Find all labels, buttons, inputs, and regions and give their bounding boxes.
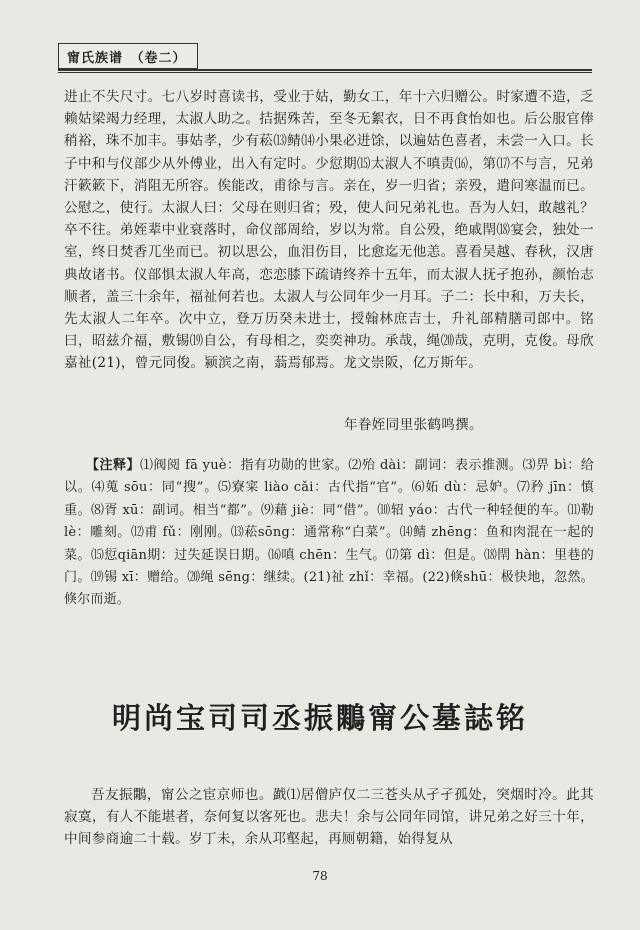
header-rule-thick xyxy=(58,69,592,71)
notes-label: 【注释】 xyxy=(86,458,140,473)
notes-text: ⑴阀阅 fā yuè：指有功勋的世家。⑵殆 dài：副词：表示推测。⑶畀 bì：给以。⑷蒐 sōu：同“搜”。⑸寮寀 liào cǎi：古代指“官”。⑹妬 dù：忌妒。⑺矜 jīn：慎重。⑻胥 xū：副词。相当“都”。⑼藉 jiè：同“借”。⑽轺 yáo：古代一种轻便的车。⑾勒 lè：雕刻。⑿甫 fǔ：刚刚。⒀菘sōng：通常称“白菜”。⒁鲭 zhēng：鱼和肉混在一起的菜。⒂愆qiān期：过失延误日期。⒃嗔 chēn：生气。⒄第 dì：但是。⒅閈 hàn：里巷的门。⒆锡 xī：赠给。⒇绳 sēng：继续。(21)祉 zhǐ：幸福。(22)倏shū：极快地，忽然。倏尔而逝。 xyxy=(64,458,594,608)
page-number: 78 xyxy=(312,869,328,883)
annotation-notes xyxy=(64,455,594,612)
header-rule-thin xyxy=(58,72,592,73)
running-header: 甯氏族谱 （卷二） xyxy=(58,43,198,69)
author-signature: 年眷姪同里张鹤鸣撰。 xyxy=(344,417,483,433)
section-title: 明尚宝司司丞振鷴甯公墓誌铭 xyxy=(111,701,528,735)
epitaph-paragraph: 吾友振鷴，甯公之宦京师也。戤⑴居僧庐仅二三苍头从孑孑孤处，突烟时冷。此其寂寞，有人不能堪者，奈何复以客死也。悲夫！余与公同年同馆，讲兄弟之好三十年，中间参商逾二十载。岁丁未，余从邛壑起，再厕朝籍，始得复从 xyxy=(64,787,594,848)
body-paragraph: 进止不失尺寸。七八岁时喜读书，受业于姑，勤女工，年十六归赠公。时家遭不造，乏赖姑梁竭力经理，太淑人助之。拮据殊苦，至冬无絮衣，日不再食怡如也。后公服官俸稍裕，珠不加丰。事姑孝，少有菘⒀鲭⒁小果必进馀，以遍姑色喜者，未尝一入口。长子中和与仪部少从外傅业，出入有定时。少愆期⒂太淑人不嗔责⒃，第⒄不与言，兄弟汗簌簌下，消阻无所容。俟能改，甫徐与言。亲在，岁一归省；亲殁，遣问寒温而已。公慰之，使行。太淑人曰：父母在则归省；殁，使人问兄弟礼也。吾为人妇，敢越礼？卒不往。弟姪辈中业衰落时，命仪部周给，岁以为常。自公殁，绝戚閈⒅宴会，独处一室，终日焚香兀坐而已。初以思公，血泪伤目，比愈迄无他恙。喜看吴越、春秋，汉唐典故诸书。仪部惧太淑人年高，恋恋膝下疏请终养十五年，而太淑人抚孑抱孙，颜怡志顺者，盖三十余年，福祉何若也。太淑人与公同年少一月耳。子二：长中和，万夫长，先太淑人二年卒。次中立，登万历癸未进士，授翰林庶吉士，升礼部精膳司郎中。铭曰，昭兹介福，敷锡⒆自公，有母相之，奕奕神功。承哉，绳⒇哉，克明，克俊。母欣嘉祉(21)，曾元同俊。颍滨之南，蓊焉郁焉。龙文崇阪，亿万斯年。 xyxy=(64,89,594,372)
